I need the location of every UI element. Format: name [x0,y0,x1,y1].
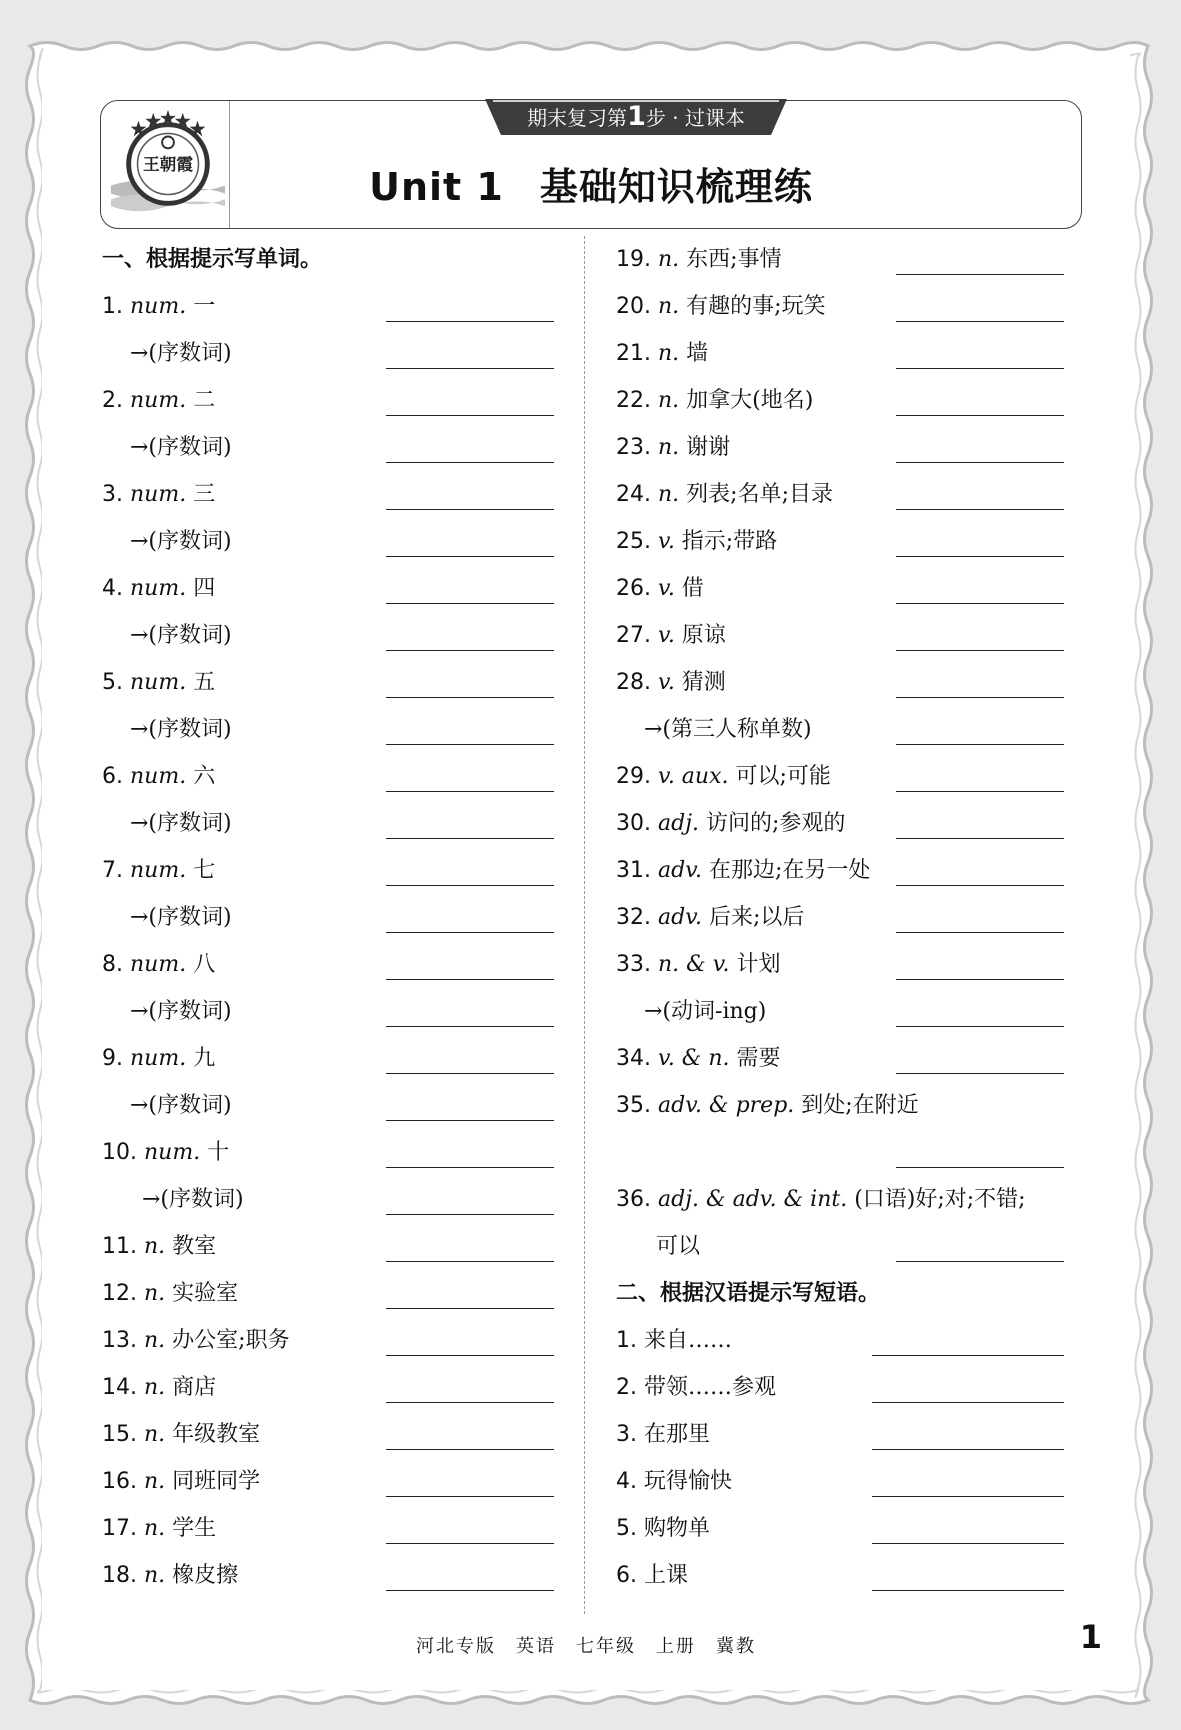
answer-blank[interactable] [896,462,1064,463]
word-item-derivative [102,424,554,471]
word-item-derivative [102,518,554,565]
part-of-speech: v. [658,623,675,648]
answer-blank[interactable] [386,932,554,933]
item-meaning: 七 [186,858,216,883]
worksheet-page [42,52,1130,1690]
item-meaning: 在那边;在另一处 [702,858,871,883]
word-item [102,1411,554,1458]
derivative-hint: →(序数词) [130,341,232,366]
item-meaning: 橡皮擦 [165,1563,239,1588]
answer-blank[interactable] [896,368,1064,369]
part-of-speech: n. [658,247,680,272]
part-of-speech: num. [130,858,187,883]
answer-blank[interactable] [386,1073,554,1074]
unit-label: Unit 1 [369,165,504,209]
item-number: 9. [102,1046,123,1071]
word-item [616,377,1064,424]
part-of-speech: num. [130,388,187,413]
item-number: 6. [102,764,123,789]
word-item [616,330,1064,377]
column-divider [584,236,585,1614]
item-meaning: 猜测 [674,670,726,695]
part-of-speech: n. [144,1469,166,1494]
part-of-speech: num. [130,670,187,695]
part-of-speech: adj. [658,811,700,836]
word-item [616,800,1064,847]
item-meaning: 在那里 [644,1422,711,1447]
answer-blank[interactable] [386,603,554,604]
part-of-speech: num. [130,482,187,507]
derivative-hint: →(序数词) [130,529,232,554]
answer-blank[interactable] [872,1355,1064,1356]
part-of-speech: num. [130,576,187,601]
item-meaning: 办公室;职务 [165,1328,290,1353]
answer-blank[interactable] [872,1543,1064,1544]
word-item [616,471,1064,518]
item-meaning: 一 [186,294,216,319]
word-item [102,1270,554,1317]
section-title-words: 一、根据提示写单词。 [102,247,323,272]
answer-blank[interactable] [872,1402,1064,1403]
word-item [616,236,1064,283]
item-number: 2. [102,388,123,413]
word-item [616,424,1064,471]
word-item [616,1411,1064,1458]
answer-blank[interactable] [872,1449,1064,1450]
item-meaning: 原谅 [674,623,726,648]
item-number: 22. [616,388,651,413]
word-item [616,612,1064,659]
part-of-speech: n. [144,1328,166,1353]
item-number: 13. [102,1328,137,1353]
item-number: 11. [102,1234,137,1259]
item-meaning: 后来;以后 [702,905,805,930]
answer-blank[interactable] [386,1355,554,1356]
part-of-speech: num. [130,294,187,319]
item-number: 18. [102,1563,137,1588]
item-meaning: 访问的;参观的 [699,811,846,836]
answer-blank[interactable] [896,744,1064,745]
item-number: 8. [102,952,123,977]
word-item [102,941,554,988]
item-number: 35. [616,1093,651,1118]
item-meaning: 指示;带路 [674,529,778,554]
part-of-speech: v. [658,576,675,601]
answer-blank[interactable] [896,979,1064,980]
part-of-speech: n. [658,294,680,319]
part-of-speech: n. [658,435,680,460]
word-item [616,894,1064,941]
item-number: 3. [616,1422,637,1447]
part-of-speech: v. aux. [658,764,729,789]
answer-blank[interactable] [896,791,1064,792]
word-item [102,1035,554,1082]
answer-blank[interactable] [386,321,554,322]
item-number: 29. [616,764,651,789]
item-meaning: 东西;事情 [679,247,782,272]
word-item [616,283,1064,330]
answer-blank[interactable] [386,1543,554,1544]
item-meaning: 二 [186,388,216,413]
answer-blank[interactable] [896,556,1064,557]
word-item [616,1082,1064,1176]
item-number: 3. [102,482,123,507]
answer-blank[interactable] [386,1496,554,1497]
answer-blank[interactable] [386,1590,554,1591]
answer-blank[interactable] [896,1261,1064,1262]
review-step-banner [485,99,787,139]
word-item [102,283,554,330]
part-of-speech: v. [658,670,675,695]
item-meaning: (口语)好;对;不错; [847,1187,1026,1212]
answer-blank[interactable] [386,1261,554,1262]
part-of-speech: num. [130,952,187,977]
item-number: 36. [616,1187,651,1212]
item-number: 34. [616,1046,651,1071]
word-item [102,1129,554,1176]
item-meaning: 十 [200,1140,230,1165]
item-meaning: 购物单 [644,1516,711,1541]
item-number: 30. [616,811,651,836]
answer-blank[interactable] [386,650,554,651]
logo-text: 王朝霞 [142,153,194,174]
item-meaning: 商店 [165,1375,217,1400]
word-item [102,565,554,612]
word-item-derivative [102,988,554,1035]
answer-blank[interactable] [896,274,1064,275]
section-title-phrases: 二、根据汉语提示写短语。 [616,1281,881,1306]
item-meaning: 带领……参观 [644,1375,777,1400]
answer-blank[interactable] [896,885,1064,886]
answer-blank[interactable] [896,1026,1064,1027]
item-number: 28. [616,670,651,695]
answer-blank[interactable] [386,462,554,463]
banner-label: 期末复习第1步 · 过课本 [527,101,745,132]
derivative-hint: →(第三人称单数) [644,717,812,742]
part-of-speech: adj. & adv. & int. [658,1187,848,1212]
item-number: 14. [102,1375,137,1400]
item-number: 6. [616,1563,637,1588]
part-of-speech: n. [144,1516,166,1541]
item-number: 24. [616,482,651,507]
item-number: 12. [102,1281,137,1306]
page-title [101,153,1081,211]
part-of-speech: n. [658,388,680,413]
item-number: 27. [616,623,651,648]
answer-blank[interactable] [386,1167,554,1168]
word-item-derivative [102,612,554,659]
derivative-hint: →(序数词) [130,999,232,1024]
word-item [616,565,1064,612]
derivative-hint: →(动词-ing) [644,999,767,1024]
item-number: 4. [616,1469,637,1494]
word-item [102,1364,554,1411]
part-of-speech: adv. [658,905,703,930]
word-item-derivative [102,706,554,753]
item-meaning: 六 [186,764,216,789]
part-of-speech: n. [144,1281,166,1306]
answer-blank[interactable] [386,1402,554,1403]
answer-blank[interactable] [386,1120,554,1121]
part-of-speech: n. & v. [658,952,730,977]
derivative-hint: →(序数词) [130,1093,232,1118]
item-meaning: 学生 [165,1516,217,1541]
part-of-speech: num. [130,1046,187,1071]
derivative-hint: →(序数词) [130,435,232,460]
word-item [616,1552,1064,1599]
item-meaning: 年级教室 [165,1422,261,1447]
word-item [616,1317,1064,1364]
item-number: 5. [616,1516,637,1541]
part-of-speech: adv. [658,858,703,883]
answer-blank[interactable] [386,979,554,980]
word-item [616,659,1064,706]
word-item-derivative [616,988,1064,1035]
item-meaning: 玩得愉快 [644,1469,733,1494]
item-meaning: 列表;名单;目录 [679,482,833,507]
word-item [102,1505,554,1552]
item-number: 21. [616,341,651,366]
derivative-hint: →(序数词) [130,717,232,742]
word-item [616,1364,1064,1411]
answer-blank[interactable] [896,838,1064,839]
answer-blank[interactable] [896,650,1064,651]
item-meaning: 八 [186,952,216,977]
item-meaning: 教室 [165,1234,217,1259]
item-number: 1. [616,1328,637,1353]
answer-blank[interactable] [386,838,554,839]
answer-blank[interactable] [872,1590,1064,1591]
title-text: 基础知识梳理练 [539,165,813,209]
word-item [616,1505,1064,1552]
item-number: 33. [616,952,651,977]
part-of-speech: n. [144,1422,166,1447]
item-meaning: 三 [186,482,216,507]
item-meaning: 谢谢 [679,435,731,460]
word-item [102,659,554,706]
part-of-speech: num. [144,1140,201,1165]
answer-blank[interactable] [386,415,554,416]
word-item [616,1176,1064,1223]
answer-blank[interactable] [896,603,1064,604]
answer-blank[interactable] [872,1496,1064,1497]
word-item-continued [616,1223,1064,1270]
answer-blank[interactable] [386,556,554,557]
item-meaning: 九 [186,1046,216,1071]
derivative-hint: →(序数词) [130,905,232,930]
item-number: 32. [616,905,651,930]
word-item-derivative [102,894,554,941]
right-column [616,236,1064,1599]
word-item-derivative [102,330,554,377]
answer-blank[interactable] [386,885,554,886]
answer-blank[interactable] [386,744,554,745]
item-number: 4. [102,576,123,601]
item-number: 19. [616,247,651,272]
derivative-hint: →(序数词) [142,1187,244,1212]
header-box [100,100,1082,229]
item-meaning: 借 [674,576,704,601]
item-meaning-continued: 可以 [656,1234,701,1259]
answer-blank[interactable] [386,368,554,369]
part-of-speech: n. [144,1563,166,1588]
part-of-speech: n. [144,1375,166,1400]
item-number: 1. [102,294,123,319]
word-item-derivative [102,1082,554,1129]
part-of-speech: n. [144,1234,166,1259]
item-number: 23. [616,435,651,460]
item-number: 26. [616,576,651,601]
word-item [102,1552,554,1599]
item-meaning: 五 [186,670,216,695]
footer-edition: 河北专版 英语 七年级 上册 冀教 [416,1636,756,1657]
answer-blank[interactable] [896,509,1064,510]
item-number: 16. [102,1469,137,1494]
item-number: 7. [102,858,123,883]
word-item [102,377,554,424]
answer-blank[interactable] [386,509,554,510]
item-meaning: 需要 [729,1046,781,1071]
word-item [616,941,1064,988]
answer-blank[interactable] [386,697,554,698]
part-of-speech: num. [130,764,187,789]
answer-blank[interactable] [386,1214,554,1215]
word-item [616,753,1064,800]
answer-blank[interactable] [386,1026,554,1027]
word-item [102,1223,554,1270]
word-item [102,753,554,800]
derivative-hint: →(序数词) [130,811,232,836]
answer-blank[interactable] [896,697,1064,698]
word-item [616,1458,1064,1505]
item-meaning: 墙 [679,341,709,366]
item-meaning: 实验室 [165,1281,239,1306]
answer-blank[interactable] [386,1308,554,1309]
derivative-hint: →(序数词) [130,623,232,648]
item-meaning: 有趣的事;玩笑 [679,294,826,319]
word-item [102,471,554,518]
answer-blank[interactable] [386,1449,554,1450]
answer-blank[interactable] [896,1167,1064,1168]
part-of-speech: v. & n. [658,1046,730,1071]
item-meaning: 可以;可能 [728,764,831,789]
word-item [616,1035,1064,1082]
answer-blank[interactable] [386,791,554,792]
word-item-derivative [102,800,554,847]
item-number: 15. [102,1422,137,1447]
item-number: 25. [616,529,651,554]
item-number: 5. [102,670,123,695]
item-number: 17. [102,1516,137,1541]
item-meaning: 加拿大(地名) [679,388,814,413]
answer-blank[interactable] [896,321,1064,322]
word-item-derivative [102,1176,554,1223]
item-number: 20. [616,294,651,319]
part-of-speech: adv. & prep. [658,1093,795,1118]
item-meaning: 来自…… [644,1328,733,1353]
item-meaning: 同班同学 [165,1469,261,1494]
item-meaning: 到处;在附近 [794,1093,919,1118]
word-item [616,847,1064,894]
word-item-derivative [616,706,1064,753]
part-of-speech: v. [658,529,675,554]
part-of-speech: n. [658,482,680,507]
item-number: 10. [102,1140,137,1165]
left-column [102,236,554,1599]
word-item [102,1458,554,1505]
item-meaning: 四 [186,576,216,601]
word-item [616,518,1064,565]
answer-blank[interactable] [896,1073,1064,1074]
item-number: 2. [616,1375,637,1400]
word-item [102,1317,554,1364]
answer-blank[interactable] [896,415,1064,416]
word-item [102,847,554,894]
item-meaning: 计划 [729,952,781,977]
answer-blank[interactable] [896,932,1064,933]
item-meaning: 上课 [644,1563,689,1588]
part-of-speech: n. [658,341,680,366]
page-number: 1 [1079,1618,1102,1656]
item-number: 31. [616,858,651,883]
